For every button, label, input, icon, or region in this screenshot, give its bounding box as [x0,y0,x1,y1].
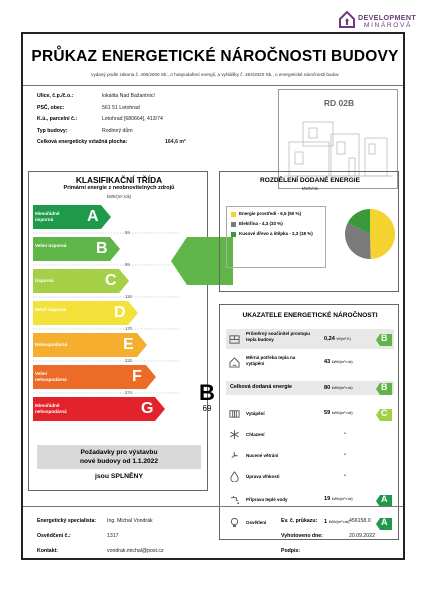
fan-icon-svg [229,450,240,461]
class-letter: G [141,400,154,417]
indicator-row-celkova-dodana-energie [226,381,394,395]
classification-unit: kWh/(m².rok) [106,194,132,199]
indicators-title: UKAZATELE ENERGETICKÉ NÁROČNOSTI [242,312,378,319]
indicator-label: Úprava vlhkosti [246,473,280,479]
indicators-panel [219,304,399,540]
indicator-class-badge [376,408,392,420]
class-label: Úsporná [35,278,54,283]
bulb-icon-svg [229,517,240,528]
indicator-value: - [344,430,346,437]
footer-label: Energetický specialista: [37,518,97,524]
indicator-number: 0,24 [324,335,335,342]
info-label: Ulice, č.p./č.o.: [37,93,74,99]
current-class-letter: B [199,380,215,405]
snowflake-icon [226,426,242,443]
class-letter: D [114,304,126,321]
certificate-frame [21,32,405,560]
footer-label: Podpis: [281,548,301,554]
indicator-row-nucene-vetrani [226,447,394,464]
info-label: K.ú., parcelní č.: [37,116,78,122]
divider [23,85,403,86]
legend-label: Energie prostředí - 6,5 (50 %) [239,211,302,216]
indicator-number: 43 [324,358,331,365]
legend-item [231,221,321,231]
class-label: Mimořádně nehospodárná [35,403,67,414]
class-label: Velmi úsporná [35,243,67,248]
info-value: Rodinný dům [102,127,133,134]
wall-icon-svg [229,334,240,345]
info-value: lokalita Nad Bažantnicí [102,93,155,99]
requirement-result: jsou SPLNĚNY [95,473,143,480]
indicator-row-prumerny-soucinitel [226,329,394,349]
radiator-icon [226,405,242,422]
drop-icon-svg [229,471,240,482]
indicator-label: Vytápění [246,410,265,416]
class-label: Velmi nehospodárná [35,371,67,382]
class-limit-value: 170 [125,326,132,331]
footer-label: Kontakt: [37,548,59,554]
indicator-value [324,519,349,525]
document-subtitle: vydaný podle zákona č. 406/2000 Sb., o hospodaření energií, a vyhlášky č. 264/2020 Sb., o energetické náročnosti budov [91,72,339,77]
drop-icon [226,468,242,485]
distribution-unit: MWh/rok [301,186,319,191]
badge-letter: A [381,493,388,504]
house-heat-icon [226,353,242,371]
class-limit-value: 118 [125,294,132,299]
info-label: Typ budovy: [37,127,68,134]
footer-value: vondrak.michal@post.cz [107,548,164,554]
indicator-label: Chlazení [246,431,265,437]
classification-panel [28,171,215,491]
distribution-pie [344,208,396,260]
indicator-unit: W/(m².K) [336,336,351,341]
info-value: 164,6 m² [165,139,186,145]
legend-label: Elektřina - 4,3 (33 %) [239,221,283,226]
indicator-row-uprava-vlhkosti [226,468,394,485]
indicator-unit: kWh/(m².rok) [328,520,350,524]
indicator-value [324,496,353,502]
radiator-icon-svg [229,408,240,419]
divider [23,506,403,507]
info-label: PSČ, obec: [37,104,65,111]
indicator-value: - [344,472,346,479]
logo-line-2: MINÁROVÁ [364,22,412,29]
indicator-row-merna-potreba-tepla [226,353,394,371]
class-limit-value: 222 [125,358,132,363]
indicator-label: Průměrný součinitel prostupu tepla budovy [246,331,311,342]
indicator-number: 1 [324,519,328,525]
pie-slice-0 [370,209,395,259]
footer-label: Osvědčení č.: [37,533,71,539]
indicator-unit: kWh/(m².rok) [331,359,353,364]
indicator-value [324,336,351,342]
class-label: Nehospodárná [35,342,68,347]
indicator-row-chlazeni [226,426,394,443]
footer-label: Vyhotoveno dne: [281,533,323,539]
distribution-legend [226,206,326,268]
legend-label: Kusové dřevo a štěpka - 2,3 (18 %) [239,231,313,236]
badge-letter: A [381,516,388,527]
footer-value: 20.09.2022 [349,533,375,539]
class-label: Méně úsporná [35,307,67,312]
legend-swatch [231,212,236,217]
company-logo [338,4,422,34]
badge-letter: B [381,382,388,392]
fan-icon [226,447,242,464]
indicator-unit: kWh/(m².rok) [331,497,353,501]
info-label: Celková energeticky vztažná plocha: [37,139,128,145]
indicator-label: Měrná potřeba tepla na vytápění [246,355,296,366]
indicator-label: Příprava teplé vody [246,496,288,502]
legend-item [231,231,321,241]
indicator-class-badge [376,517,392,529]
class-letter: E [123,336,134,353]
footer-value: 456158.0 [349,518,371,524]
class-letter: C [105,272,117,289]
class-limit-value: 89 [125,262,130,267]
footer-value: Ing. Michal Vondrák [107,518,153,524]
indicator-unit: kWh/(m².rok) [331,385,353,390]
indicator-number: 80 [324,384,331,391]
indicator-value: - [344,451,346,458]
bulb-icon [226,514,242,531]
indicator-class-badge [376,382,392,394]
current-class-value: 69 [202,404,212,413]
distribution-title: ROZDĚLENÍ DODANÉ ENERGIE [259,177,360,184]
legend-item [231,211,321,221]
badge-letter: C [381,407,388,418]
indicator-number: 59 [324,410,331,416]
requirement-box [37,445,201,469]
class-letter: F [132,368,142,385]
indicator-class-badge [376,333,392,345]
class-letter: A [87,208,99,225]
indicator-label: Osvětlení [246,519,267,525]
info-value: 561 51 Letohrad [102,104,140,111]
indicator-value [324,385,353,391]
legend-swatch [231,222,236,227]
indicator-row-vytapeni [226,405,394,422]
render-title: RD 02B [323,98,355,108]
footer-label: Ev. č. průkazu: [281,518,318,524]
tap-icon-svg [229,494,240,505]
house-logo-icon [338,10,356,28]
legend-swatch [231,232,236,237]
indicator-value [324,359,353,365]
badge-letter: B [381,333,388,343]
class-letter: B [96,240,108,257]
classification-subtitle: Primární energie z neobnovitelných zdrojů [63,185,175,191]
snowflake-icon-svg [229,429,240,440]
indicator-label: Celková dodaná energie [230,384,293,390]
indicator-unit: kWh/(m².rok) [331,411,353,415]
indicator-number: 19 [324,496,331,502]
indicator-label: Nucené větrání [246,452,279,458]
footer-value: 1317 [107,533,119,539]
class-limit-value: 274 [125,390,132,395]
classification-title: KLASIFIKAČNÍ TŘÍDA [75,175,163,185]
indicator-class-badge [376,494,392,506]
house-heat-icon-svg [229,357,240,368]
class-label: Mimořádně úsporná [35,211,60,222]
info-value: Letohrad [680664], 413/74 [102,116,163,122]
indicator-value [324,410,353,416]
requirement-line-1: Požadavky pro výstavbu [80,449,158,456]
document-title: PRŮKAZ ENERGETICKÉ NÁROČNOSTI BUDOVY [31,48,399,65]
wall-icon [226,329,242,349]
logo-line-1: DEVELOPMENT [358,13,417,22]
class-limit-value: 59 [125,230,130,235]
requirement-line-2: nové budovy od 1.1.2022 [79,458,159,465]
distribution-panel [219,171,399,292]
